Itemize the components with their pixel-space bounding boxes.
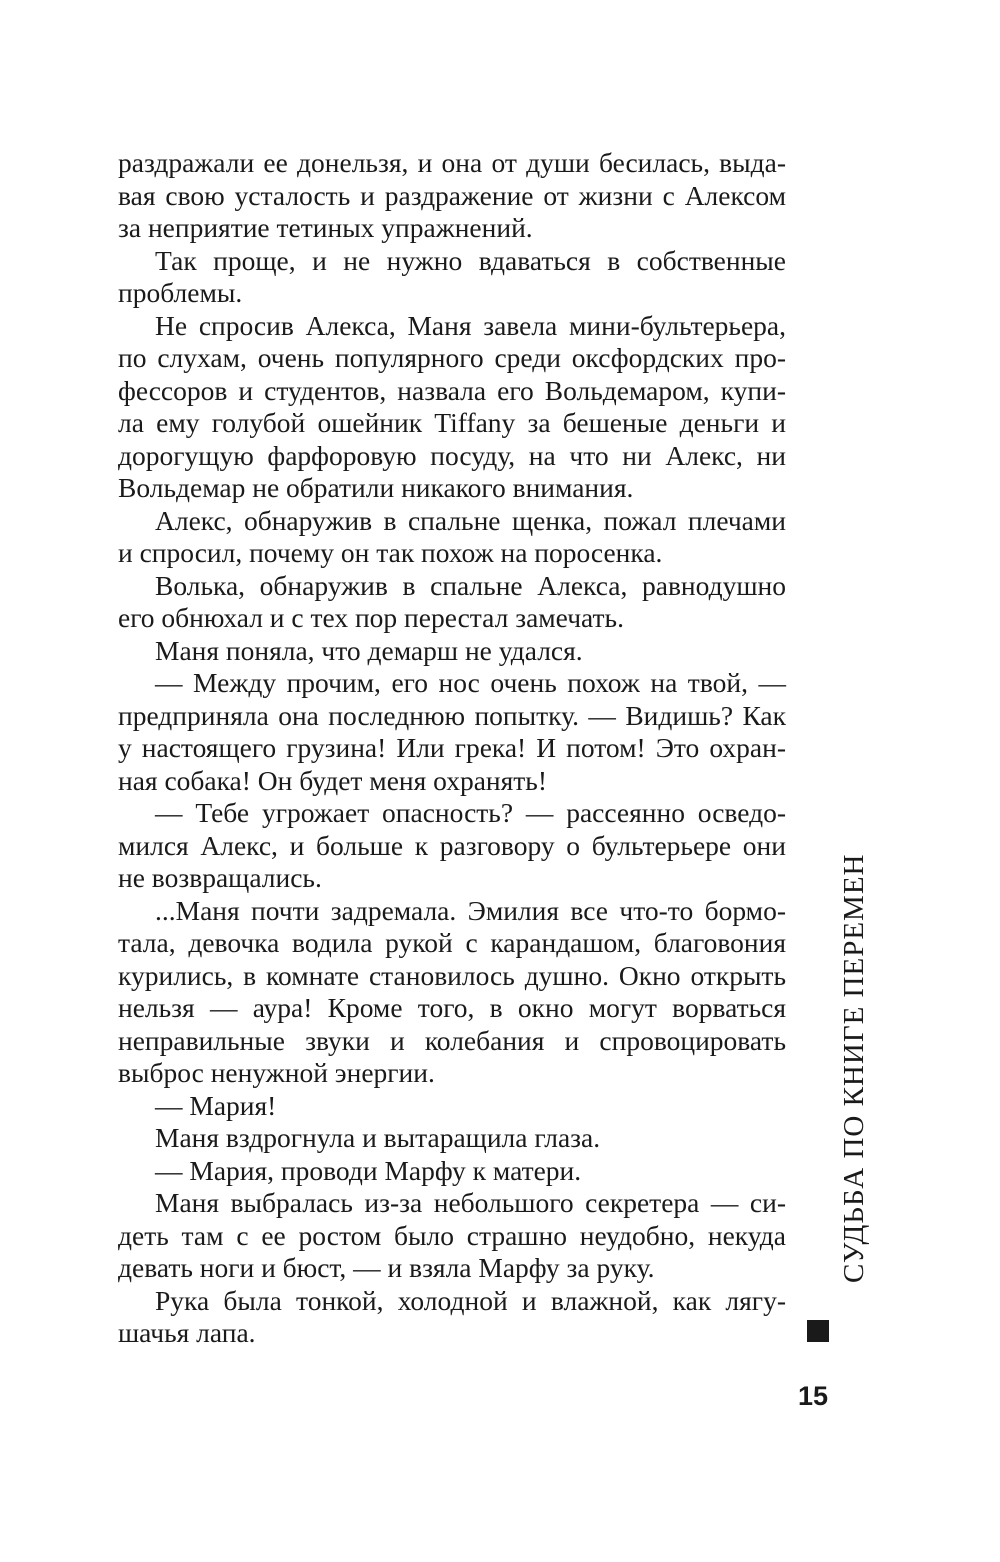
text-line: дорогущую фарфоровую посуду, на что ни Алекс, ни xyxy=(118,439,786,471)
text-line: за неприятие тетиных упражнений. xyxy=(118,212,533,243)
text-line: ная собака! Он будет меня охранять! xyxy=(118,764,547,796)
running-title: СУДЬБА ПО КНИГЕ ПЕРЕМЕН xyxy=(838,853,870,1283)
paragraph xyxy=(118,797,786,895)
text-line: Так проще, и не нужно вдаваться в собственные xyxy=(155,244,786,276)
text-line: Маня выбралась из-за небольшого секретера — си- xyxy=(155,1187,786,1218)
text-line: и спросил, почему он так похож на поросенка. xyxy=(118,537,663,568)
text-line: его обнюхал и с тех пор перестал замечать. xyxy=(118,602,624,633)
text-line: Алекс, обнаружив в спальне щенка, пожал плечами xyxy=(155,504,786,536)
text-line: — Между прочим, его нос очень похож на твой, — xyxy=(155,667,786,698)
text-line: нельзя — аура! Кроме того, в окно могут ворваться xyxy=(118,992,786,1023)
text-line: мился Алекс, и больше к разговору о бультерьере они xyxy=(118,829,786,861)
text-line: выброс ненужной энергии. xyxy=(118,1057,435,1088)
paragraph xyxy=(118,147,786,245)
text-line: ла ему голубой ошейник Tiffany за бешеные деньги и xyxy=(118,407,786,438)
text-line: Маня вздрогнула и вытаращила глаза. xyxy=(155,1122,601,1153)
paragraph xyxy=(118,667,786,797)
text-line: раздражали ее донельзя, и она от души бесилась, выда- xyxy=(118,147,786,178)
paragraph xyxy=(118,1285,786,1350)
text-line: по слухам, очень популярного среди оксфордских про- xyxy=(118,342,786,373)
paragraph xyxy=(118,1187,786,1285)
paragraph xyxy=(118,505,786,570)
body-text xyxy=(118,147,786,1350)
text-line: вая свою усталость и раздражение от жизни с Алексом xyxy=(118,179,786,211)
paragraph xyxy=(118,310,786,505)
text-line: у настоящего грузина! Или грека! И потом! Это охран- xyxy=(118,732,786,763)
paragraph xyxy=(118,895,786,1090)
paragraph xyxy=(118,1122,786,1155)
paragraph xyxy=(118,1090,786,1123)
text-line: Волька, обнаружив в спальне Алекса, равнодушно xyxy=(155,569,786,601)
text-line: фессоров и студентов, назвала его Вольдемаром, купи- xyxy=(118,374,786,406)
text-line: Рука была тонкой, холодной и влажной, как лягу- xyxy=(155,1284,786,1316)
text-line: ...Маня почти задремала. Эмилия все что-то бормо- xyxy=(155,894,786,926)
text-line: шачья лапа. xyxy=(118,1317,256,1348)
text-line: неправильные звуки и колебания и спровоцировать xyxy=(118,1024,786,1056)
text-line: — Мария! xyxy=(155,1089,277,1121)
text-line: Вольдемар не обратили никакого внимания. xyxy=(118,472,634,503)
paragraph xyxy=(118,635,786,668)
paragraph xyxy=(118,570,786,635)
page-number: 15 xyxy=(798,1381,829,1411)
text-line: — Мария, проводи Марфу к матери. xyxy=(155,1154,582,1186)
text-line: тала, девочка водила рукой с карандашом, благовония xyxy=(118,927,786,958)
text-line: Не спросив Алекса, Маня завела мини-бультерьера, xyxy=(155,309,786,341)
text-line: не возвращались. xyxy=(118,862,322,893)
paragraph xyxy=(118,1155,786,1188)
text-line: — Тебе угрожает опасность? — рассеянно осведо- xyxy=(155,797,786,828)
square-bullet-icon xyxy=(807,1320,829,1342)
text-line: предприняла она последнюю попытку. — Видишь? Как xyxy=(118,699,786,731)
paragraph xyxy=(118,245,786,310)
text-line: Маня поняла, что демарш не удался. xyxy=(155,634,583,666)
text-line: девать ноги и бюст, — и взяла Марфу за руку. xyxy=(118,1252,655,1283)
text-line: деть там с ее ростом было страшно неудобно, некуда xyxy=(118,1219,786,1251)
text-line: проблемы. xyxy=(118,277,243,308)
text-line: курились, в комнате становилось душно. Окно открыть xyxy=(118,959,786,991)
